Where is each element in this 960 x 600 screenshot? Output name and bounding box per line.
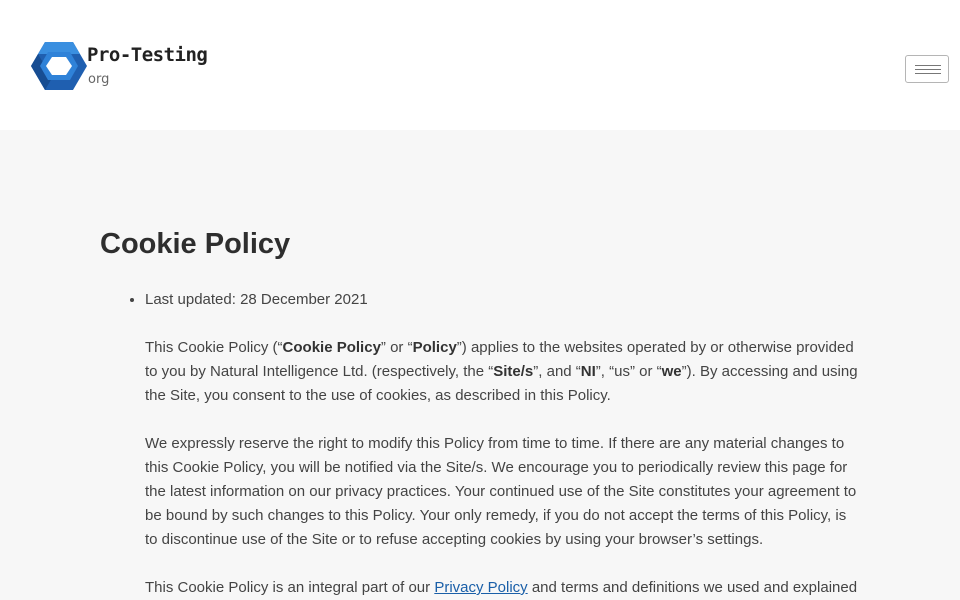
term-cookie-policy: Cookie Policy xyxy=(282,339,381,356)
hexagon-logo-icon xyxy=(31,40,87,92)
updated-list xyxy=(100,288,860,312)
term-policy: Policy xyxy=(412,339,457,356)
modification-paragraph: We expressly reserve the right to modify this Policy from time to time. If there are any material changes to this Cookie Policy, you will be notified via the Site/s. We encourage you to periodically review this page for the latest information on our privacy practices. Your continued use of the Site constitutes your agreement to be bound by such changes to this Policy. Your only remedy, if you do not accept the terms of this Policy, is to discontinue use of the Site or to refuse accepting cookies by using your browser’s settings. xyxy=(145,435,857,548)
privacy-policy-link[interactable]: Privacy Policy xyxy=(434,579,528,596)
term-we: we xyxy=(661,363,682,380)
site-logo[interactable] xyxy=(31,40,208,92)
site-header xyxy=(0,0,960,130)
logo-subtitle: org xyxy=(88,72,110,87)
menu-toggle-button[interactable] xyxy=(905,55,949,83)
page-title: Cookie Policy xyxy=(100,228,291,260)
last-updated: • Last updated: 28 December 2021 xyxy=(145,288,860,312)
intro-paragraph: This Cookie Policy (“Cookie Policy” or “Policy”) applies to the websites operated by or otherwise provided to you by Natural Intelligence Ltd. (respectively, the “Site/s”, and “NI”, “us” or “we”). By accessing and using the Site, you consent to the use of cookies, as described in this Policy. xyxy=(145,339,858,404)
logo-name: Pro-Testing xyxy=(87,44,208,66)
hamburger-icon xyxy=(915,65,941,74)
term-ni: NI xyxy=(580,363,596,380)
term-sites: Site/s xyxy=(493,363,534,380)
integral-part-paragraph: This Cookie Policy is an integral part of our Privacy Policy and terms and definitions we used and explained xyxy=(145,579,858,596)
